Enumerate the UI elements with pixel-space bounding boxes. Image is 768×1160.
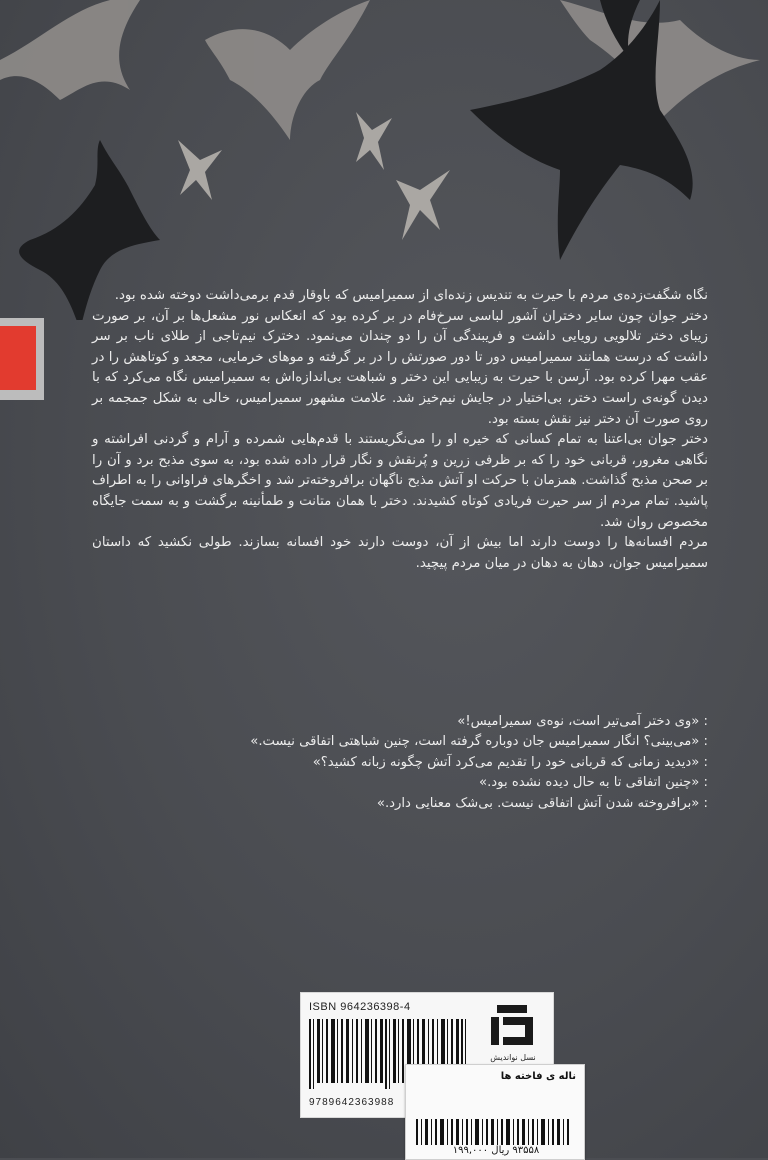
quote-line: : «دیدید زمانی که قربانی خود را تقدیم می‌کرد آتش چگونه زبانه کشید؟» bbox=[312, 754, 708, 770]
description-text bbox=[92, 286, 708, 574]
barcode-number: 9789642363988 bbox=[309, 1097, 395, 1108]
quote-line: : «می‌بینی؟ انگار سمیرامیس جان دوباره گرفته است، چنین شباهتی اتفاقی نیست.» bbox=[250, 734, 708, 750]
bird-icon bbox=[0, 0, 140, 100]
sticker-title: ناله ی فاخته ها bbox=[500, 1071, 576, 1082]
quote-line: : «وی دختر آمی‌تیر است، نوه‌ی سمیرامیس!» bbox=[457, 714, 708, 729]
quote-line: : «برافروخته شدن آتش اتفاقی نیست. بی‌شک معنایی دارد.» bbox=[376, 795, 708, 811]
bird-icon bbox=[396, 170, 450, 240]
paragraph-2: دختر جوان چون سایر دختران آشور لباسی سرخ‌فام در بر کرده بود که انعکاس نور مشعل‌ها بر آن، بر صورت زیبای دختر تلالویی رویایی داشت و فریبندگی آن را دو چندان می‌نمود. دخترک نیم‌تاجی از طلای ناب بر سر داشت که درست همانند سمیرامیس دور تا دور صورتش را در بر گرفته و موهای خرمایی، مجعد و کوتاهش را در عقب مهرا کرده بود. آرسن با حیرت به زیبایی این دختر و شباهت بی‌اندازه‌اش به سمیرامیس نگاه می‌کرد که با دیدن گونه‌ی راست دختر، بی‌اختیار در جایش نیم‌خیز شد. علامت مشهور سمیرامیس، خالی به شکل جمجمه بر روی صورت آن دختر نیز نقش بسته بود. bbox=[92, 308, 708, 427]
price-sticker bbox=[405, 1064, 585, 1160]
paragraph-4: مردم افسانه‌ها را دوست دارند اما بیش از آن، دوست دارند خود افسانه بسازند. طولی نکشید که داستان سمیرامیس جوان، دهان به دهان در میان مردم پیچید. bbox=[92, 535, 708, 571]
bird-icon bbox=[356, 112, 392, 170]
publisher-name: نسل نواندیش bbox=[490, 1053, 536, 1062]
red-color-tab bbox=[0, 318, 44, 400]
quote-line: : «چنین اتفاقی تا به حال دیده نشده بود.» bbox=[479, 775, 708, 791]
bird-icon bbox=[205, 0, 370, 140]
bird-icon bbox=[178, 140, 222, 200]
sticker-barcode-icon bbox=[416, 1119, 572, 1145]
paragraph-3: دختر جوان بی‌اعتنا به تمام کسانی که خیره او را می‌نگریستند با قدم‌هایی شمرده و آرام و گردنی افراشته و نگاهی مغرور، قربانی خود را که بر ظرفی زرین و پُرنقش و نگار قرار داده شده بود، به سوی مذبح برد و آن را بر صحن مذبح گذاشت. همزمان با حرکت او آتش مذبح ناگهان برافروخته‌تر شد و اخگرهای فراوانی را به اطراف پاشید. تمام مردم از سر حیرت فریادی کوتاه کشیدند. دختر با همان متانت و طمأنینه برگشت و به سمت جایگاه مخصوص روان شد. bbox=[92, 432, 708, 530]
price-text: ۹۳۵۵۸ ریال ۱۹۹,۰۰۰ bbox=[452, 1145, 540, 1156]
birds-illustration bbox=[0, 0, 768, 320]
paragraph-1: نگاه شگفت‌زده‌ی مردم با حیرت به تندیس زنده‌ای از سمیرامیس که باوقار قدم برمی‌داشت دوخته شده بود. bbox=[114, 288, 708, 303]
quote-list bbox=[200, 712, 708, 814]
isbn-text: ISBN 964236398-4 bbox=[309, 1001, 411, 1013]
